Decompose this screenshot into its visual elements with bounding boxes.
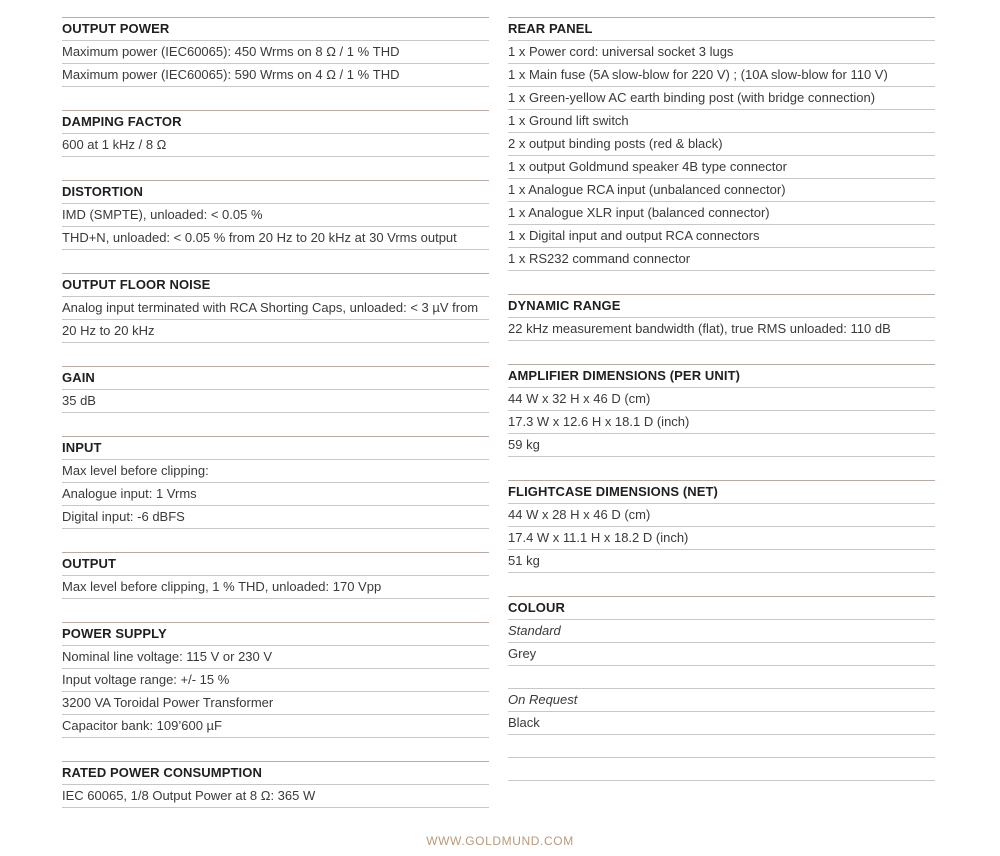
empty-spec-line bbox=[508, 758, 935, 781]
spec-line: 1 x output Goldmund speaker 4B type connector bbox=[508, 156, 935, 179]
spec-line: Max level before clipping, 1 % THD, unloaded: 170 Vpp bbox=[62, 576, 489, 599]
section-gap bbox=[62, 87, 489, 110]
section-heading: REAR PANEL bbox=[508, 18, 935, 41]
section-heading: FLIGHTCASE DIMENSIONS (NET) bbox=[508, 481, 935, 504]
section-heading: DYNAMIC RANGE bbox=[508, 295, 935, 318]
spec-section-dynamic-range bbox=[508, 294, 935, 341]
empty-spec-line bbox=[508, 735, 935, 758]
spec-line: THD+N, unloaded: < 0.05 % from 20 Hz to 20 kHz at 30 Vrms output bbox=[62, 227, 489, 250]
spec-line: Analogue input: 1 Vrms bbox=[62, 483, 489, 506]
spec-line: On Request bbox=[508, 689, 935, 712]
spec-section-rated-power-consumption bbox=[62, 761, 489, 808]
section-heading: DAMPING FACTOR bbox=[62, 111, 489, 134]
spec-line: 3200 VA Toroidal Power Transformer bbox=[62, 692, 489, 715]
spec-line: 51 kg bbox=[508, 550, 935, 573]
spec-line: Analog input terminated with RCA Shorting Caps, unloaded: < 3 µV from bbox=[62, 297, 489, 320]
spec-line: 600 at 1 kHz / 8 Ω bbox=[62, 134, 489, 157]
footer-website: WWW.GOLDMUND.COM bbox=[426, 834, 574, 848]
section-heading: OUTPUT FLOOR NOISE bbox=[62, 274, 489, 297]
spec-section-amplifier-dimensions-per-unit bbox=[508, 364, 935, 457]
spec-line: 1 x RS232 command connector bbox=[508, 248, 935, 271]
spec-line: 1 x Main fuse (5A slow-blow for 220 V) ; (10A slow-blow for 110 V) bbox=[508, 64, 935, 87]
section-gap bbox=[62, 599, 489, 622]
spec-line: Maximum power (IEC60065): 590 Wrms on 4 Ω / 1 % THD bbox=[62, 64, 489, 87]
spec-line: Grey bbox=[508, 643, 935, 666]
spec-line: 17.4 W x 11.1 H x 18.2 D (inch) bbox=[508, 527, 935, 550]
spec-line: 2 x output binding posts (red & black) bbox=[508, 133, 935, 156]
section-gap bbox=[508, 573, 935, 596]
spec-line: Max level before clipping: bbox=[62, 460, 489, 483]
section-heading: OUTPUT POWER bbox=[62, 18, 489, 41]
spec-line: 17.3 W x 12.6 H x 18.1 D (inch) bbox=[508, 411, 935, 434]
spec-section-output-floor-noise bbox=[62, 273, 489, 343]
right-spec-column bbox=[508, 17, 935, 781]
section-gap bbox=[508, 341, 935, 364]
spec-line: 1 x Analogue RCA input (unbalanced connector) bbox=[508, 179, 935, 202]
spec-line: 20 Hz to 20 kHz bbox=[62, 320, 489, 343]
spec-line: 1 x Ground lift switch bbox=[508, 110, 935, 133]
section-gap bbox=[62, 738, 489, 761]
left-spec-column bbox=[62, 17, 489, 808]
spec-line: 1 x Digital input and output RCA connectors bbox=[508, 225, 935, 248]
section-heading: DISTORTION bbox=[62, 181, 489, 204]
spec-line: Standard bbox=[508, 620, 935, 643]
section-gap bbox=[62, 413, 489, 436]
empty-spec-line bbox=[508, 666, 935, 689]
spec-section-input bbox=[62, 436, 489, 529]
spec-line: IEC 60065, 1/8 Output Power at 8 Ω: 365 W bbox=[62, 785, 489, 808]
spec-section-damping-factor bbox=[62, 110, 489, 157]
spec-line: 35 dB bbox=[62, 390, 489, 413]
spec-section-output bbox=[62, 552, 489, 599]
spec-line: Black bbox=[508, 712, 935, 735]
spec-line: Nominal line voltage: 115 V or 230 V bbox=[62, 646, 489, 669]
spec-line: Input voltage range: +/- 15 % bbox=[62, 669, 489, 692]
section-gap bbox=[62, 343, 489, 366]
spec-section-gain bbox=[62, 366, 489, 413]
spec-line: 59 kg bbox=[508, 434, 935, 457]
spec-line: 1 x Power cord: universal socket 3 lugs bbox=[508, 41, 935, 64]
section-gap bbox=[62, 250, 489, 273]
spec-line: 1 x Analogue XLR input (balanced connector) bbox=[508, 202, 935, 225]
spec-line: Capacitor bank: 109’600 µF bbox=[62, 715, 489, 738]
section-gap bbox=[62, 529, 489, 552]
spec-line: IMD (SMPTE), unloaded: < 0.05 % bbox=[62, 204, 489, 227]
section-gap bbox=[508, 271, 935, 294]
section-heading: COLOUR bbox=[508, 597, 935, 620]
spec-line: 1 x Green-yellow AC earth binding post (with bridge connection) bbox=[508, 87, 935, 110]
section-heading: INPUT bbox=[62, 437, 489, 460]
spec-section-power-supply bbox=[62, 622, 489, 738]
spec-line: Maximum power (IEC60065): 450 Wrms on 8 Ω / 1 % THD bbox=[62, 41, 489, 64]
section-gap bbox=[508, 457, 935, 480]
spec-line: Digital input: -6 dBFS bbox=[62, 506, 489, 529]
section-heading: RATED POWER CONSUMPTION bbox=[62, 762, 489, 785]
section-gap bbox=[62, 157, 489, 180]
spec-section-distortion bbox=[62, 180, 489, 250]
spec-line: 44 W x 28 H x 46 D (cm) bbox=[508, 504, 935, 527]
section-heading: AMPLIFIER DIMENSIONS (PER UNIT) bbox=[508, 365, 935, 388]
spec-section-flightcase-dimensions-net bbox=[508, 480, 935, 573]
section-heading: GAIN bbox=[62, 367, 489, 390]
spec-section-rear-panel bbox=[508, 17, 935, 271]
spec-line: 44 W x 32 H x 46 D (cm) bbox=[508, 388, 935, 411]
section-heading: OUTPUT bbox=[62, 553, 489, 576]
section-heading: POWER SUPPLY bbox=[62, 623, 489, 646]
spec-section-colour bbox=[508, 596, 935, 781]
spec-line: 22 kHz measurement bandwidth (flat), true RMS unloaded: 110 dB bbox=[508, 318, 935, 341]
spec-section-output-power bbox=[62, 17, 489, 87]
